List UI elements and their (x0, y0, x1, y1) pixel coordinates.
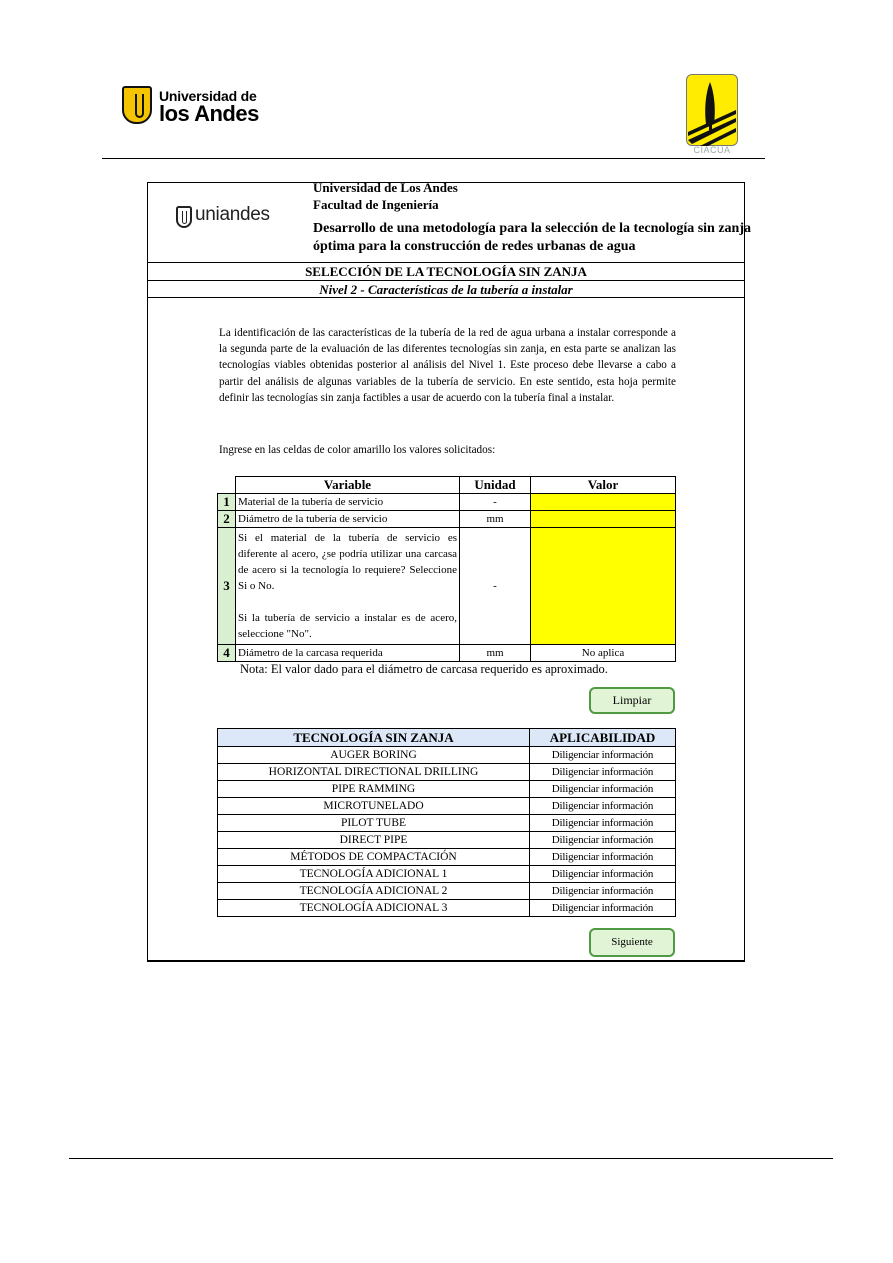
shield-icon (122, 86, 152, 124)
status-cell: Diligenciar información (530, 883, 676, 900)
status-cell: Diligenciar información (530, 849, 676, 866)
variables-table (217, 476, 676, 662)
status-cell: Diligenciar información (530, 832, 676, 849)
intro-paragraph: La identificación de las características de la tubería de la red de agua urbana a instalar corresponde a la segunda parte de la evaluación de las diferentes tecnologías sin zanja, en esta parte se analizan las tecnologías viables obtenidas posterior al análisis del Nivel 1. Este proceso debe llevarse a cabo a partir del análisis de algunas variables de la tubería de servicio. En este sentido, esta hoja permite definir las tecnologías sin zanja factibles a usar de acuerdo con la tubería final a instalar. (219, 327, 676, 404)
table-row: 3 Si el material de la tubería de servicio es diferente al acero, ¿se podría utilizar una carcasa de acero si la tecnología lo requiere? Seleccione Si o No. Si la tubería de servicio a instalar es de acero, seleccione "No". - (218, 528, 676, 645)
footer-divider (69, 1158, 833, 1159)
uniandes-logo: uniandes (176, 204, 286, 232)
table-row: 2 Diámetro de la tubería de servicio mm (218, 511, 676, 528)
table-row: 1 Material de la tubería de servicio - (218, 494, 676, 511)
variable-label: Diámetro de la carcasa requerida (236, 645, 460, 662)
table-row: TECNOLOGÍA ADICIONAL 2 Diligenciar información (218, 883, 676, 900)
next-button[interactable]: Siguiente (589, 928, 675, 957)
unit-cell: - (460, 494, 531, 511)
clear-button[interactable]: Limpiar (589, 687, 675, 714)
variable-label: Diámetro de la tubería de servicio (236, 511, 460, 528)
cypress-tree-icon (686, 74, 738, 146)
unit-cell: - (460, 528, 531, 645)
institution-name: Universidad de Los Andes (313, 180, 458, 195)
logo-line2: los Andes (159, 101, 259, 126)
variable-label: Material de la tubería de servicio (236, 494, 460, 511)
table-row: TECNOLOGÍA ADICIONAL 3 Diligenciar información (218, 900, 676, 917)
header-technology: TECNOLOGÍA SIN ZANJA (218, 729, 530, 747)
table-row: HORIZONTAL DIRECTIONAL DRILLING Diligenciar información (218, 764, 676, 781)
technologies-header-row (218, 729, 676, 747)
steel-casing-select[interactable] (531, 528, 676, 645)
table-row: 4 Diámetro de la carcasa requerida mm No aplica (218, 645, 676, 662)
note-text: Nota: El valor dado para el diámetro de carcasa requerido es aproximado. (240, 662, 608, 676)
pipe-material-input[interactable] (531, 494, 676, 511)
sheet-title: SELECCIÓN DE LA TECNOLOGÍA SIN ZANJA (305, 264, 587, 279)
table-row: PIPE RAMMING Diligenciar información (218, 781, 676, 798)
header-value: Valor (531, 477, 676, 494)
header-variable: Variable (236, 477, 460, 494)
status-cell: Diligenciar información (530, 900, 676, 917)
header-unit: Unidad (460, 477, 531, 494)
unit-cell: mm (460, 511, 531, 528)
table-row: DIRECT PIPE Diligenciar información (218, 832, 676, 849)
status-cell: Diligenciar información (530, 798, 676, 815)
header-divider (102, 158, 765, 159)
technologies-table (217, 728, 676, 917)
sheet-subtitle: Nivel 2 - Características de la tubería a instalar (319, 282, 573, 297)
faculty-name: Facultad de Ingeniería (313, 197, 439, 212)
status-cell: Diligenciar información (530, 747, 676, 764)
project-title-line1: Desarrollo de una metodología para la selección de la tecnología sin zanja (313, 221, 751, 236)
ciacua-caption: CIACUA (693, 145, 731, 155)
variable-label: Si el material de la tubería de servicio es diferente al acero, ¿se podría utilizar una carcasa de acero si la tecnología lo requiere? Seleccione Si o No. Si la tubería de servicio a instalar es de acero, seleccione "No". (236, 528, 460, 645)
status-cell: Diligenciar información (530, 866, 676, 883)
table-row: AUGER BORING Diligenciar información (218, 747, 676, 764)
header-separator (147, 262, 745, 263)
pipe-diameter-input[interactable] (531, 511, 676, 528)
table-row: MICROTUNELADO Diligenciar información (218, 798, 676, 815)
header-separator (147, 280, 745, 281)
table-row: PILOT TUBE Diligenciar información (218, 815, 676, 832)
header-applicability: APLICABILIDAD (530, 729, 676, 747)
status-cell: Diligenciar información (530, 815, 676, 832)
table-row: TECNOLOGÍA ADICIONAL 1 Diligenciar información (218, 866, 676, 883)
status-cell: Diligenciar información (530, 781, 676, 798)
logo-line1: Universidad de (159, 88, 257, 104)
unit-cell: mm (460, 645, 531, 662)
instruction-text: Ingrese en las celdas de color amarillo los valores solicitados: (219, 444, 496, 456)
status-cell: Diligenciar información (530, 764, 676, 781)
universidad-de-los-andes-logo (122, 86, 262, 130)
table-row: MÉTODOS DE COMPACTACIÓN Diligenciar información (218, 849, 676, 866)
casing-diameter-value: No aplica (531, 645, 676, 662)
ciacua-logo (686, 74, 738, 156)
variables-header-row (218, 477, 676, 494)
uniandes-mark-icon (176, 206, 192, 228)
project-title-line2: óptima para la construcción de redes urbanas de agua (313, 239, 636, 254)
